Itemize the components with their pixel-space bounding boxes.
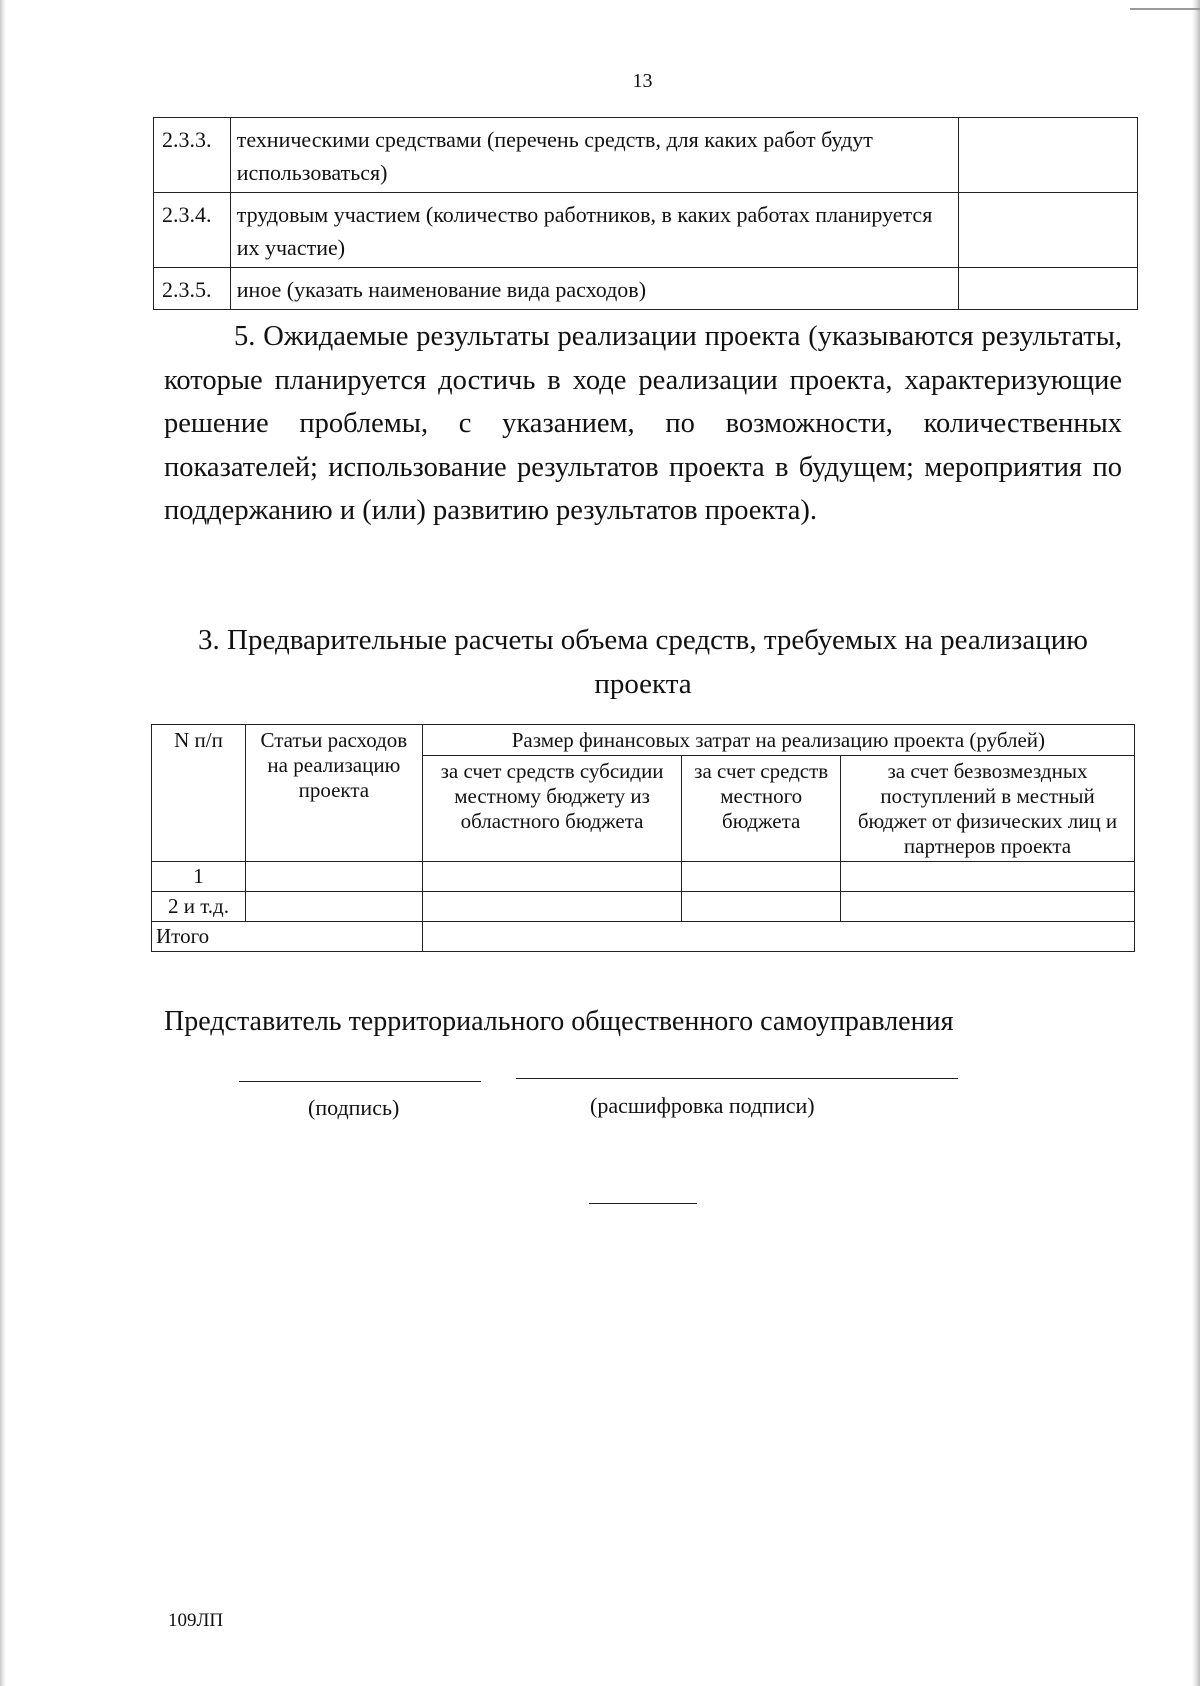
item-number: 2.3.3. (154, 118, 231, 193)
header-num: N п/п (152, 725, 246, 862)
row-subsidy (422, 862, 682, 892)
table-row (152, 892, 1135, 922)
table-row (154, 193, 1138, 268)
scan-edge-left (0, 0, 6, 1686)
row-donations (841, 862, 1135, 892)
row-local (682, 892, 841, 922)
header-cost-size: Размер финансовых затрат на реализацию проекта (рублей) (422, 725, 1134, 756)
signature-line (239, 1081, 481, 1082)
row-number: 2 и т.д. (152, 892, 246, 922)
budget-estimate-table (151, 724, 1135, 952)
header-donations: за счет безвозмездных поступлений в местный бюджет от физических лиц и партнеров проекта (841, 756, 1135, 862)
item-number: 2.3.5. (154, 268, 231, 310)
total-row (152, 922, 1135, 952)
item-value-cell (958, 118, 1137, 193)
scan-corner-mark (1130, 0, 1200, 10)
item-value-cell (958, 193, 1137, 268)
total-value (422, 922, 1134, 952)
scan-edge-right (1192, 0, 1200, 1686)
header-articles: Статьи расходов на реализацию проекта (245, 725, 422, 862)
row-article (245, 892, 422, 922)
row-subsidy (422, 892, 682, 922)
header-subsidy: за счет средств субсидии местному бюджету из областного бюджета (422, 756, 682, 862)
representative-title: Представитель территориального общественного самоуправления (164, 1006, 954, 1037)
table-row (154, 268, 1138, 310)
section-3-heading: 3. Предварительные расчеты объема средств, требуемых на реализацию проекта (198, 624, 1088, 700)
table-row (154, 118, 1138, 193)
page-number: 13 (632, 70, 653, 92)
row-number: 1 (152, 862, 246, 892)
header-row (152, 725, 1135, 756)
signature-caption: (подпись) (308, 1095, 400, 1120)
table-row (152, 862, 1135, 892)
header-local-budget: за счет средств местного бюджета (682, 756, 841, 862)
end-of-document-line (589, 1203, 697, 1204)
signature-decoding-caption: (расшифровка подписи) (590, 1093, 815, 1118)
expense-continuation-table (153, 117, 1138, 310)
row-local (682, 862, 841, 892)
row-article (245, 862, 422, 892)
document-code: 109ЛП (168, 1610, 224, 1631)
total-label: Итого (152, 922, 423, 952)
item-description: иное (указать наименование вида расходов) (230, 268, 958, 310)
item-description: техническими средствами (перечень средств, для каких работ будут использоваться) (230, 118, 958, 193)
expected-results-paragraph: 5. Ожидаемые результаты реализации проекта (указываются результаты, которые планируется достичь в ходе реализации проекта, характеризующие решение проблемы, с указанием, по возможности, количественных показателей; использование результатов проекта в будущем; мероприятия по поддержанию и (или) развитию результатов проекта). (164, 321, 1122, 526)
item-description: трудовым участием (количество работников, в каких работах планируется их участие) (230, 193, 958, 268)
item-value-cell (958, 268, 1137, 310)
row-donations (841, 892, 1135, 922)
item-number: 2.3.4. (154, 193, 231, 268)
signature-decoding-line (516, 1078, 958, 1079)
